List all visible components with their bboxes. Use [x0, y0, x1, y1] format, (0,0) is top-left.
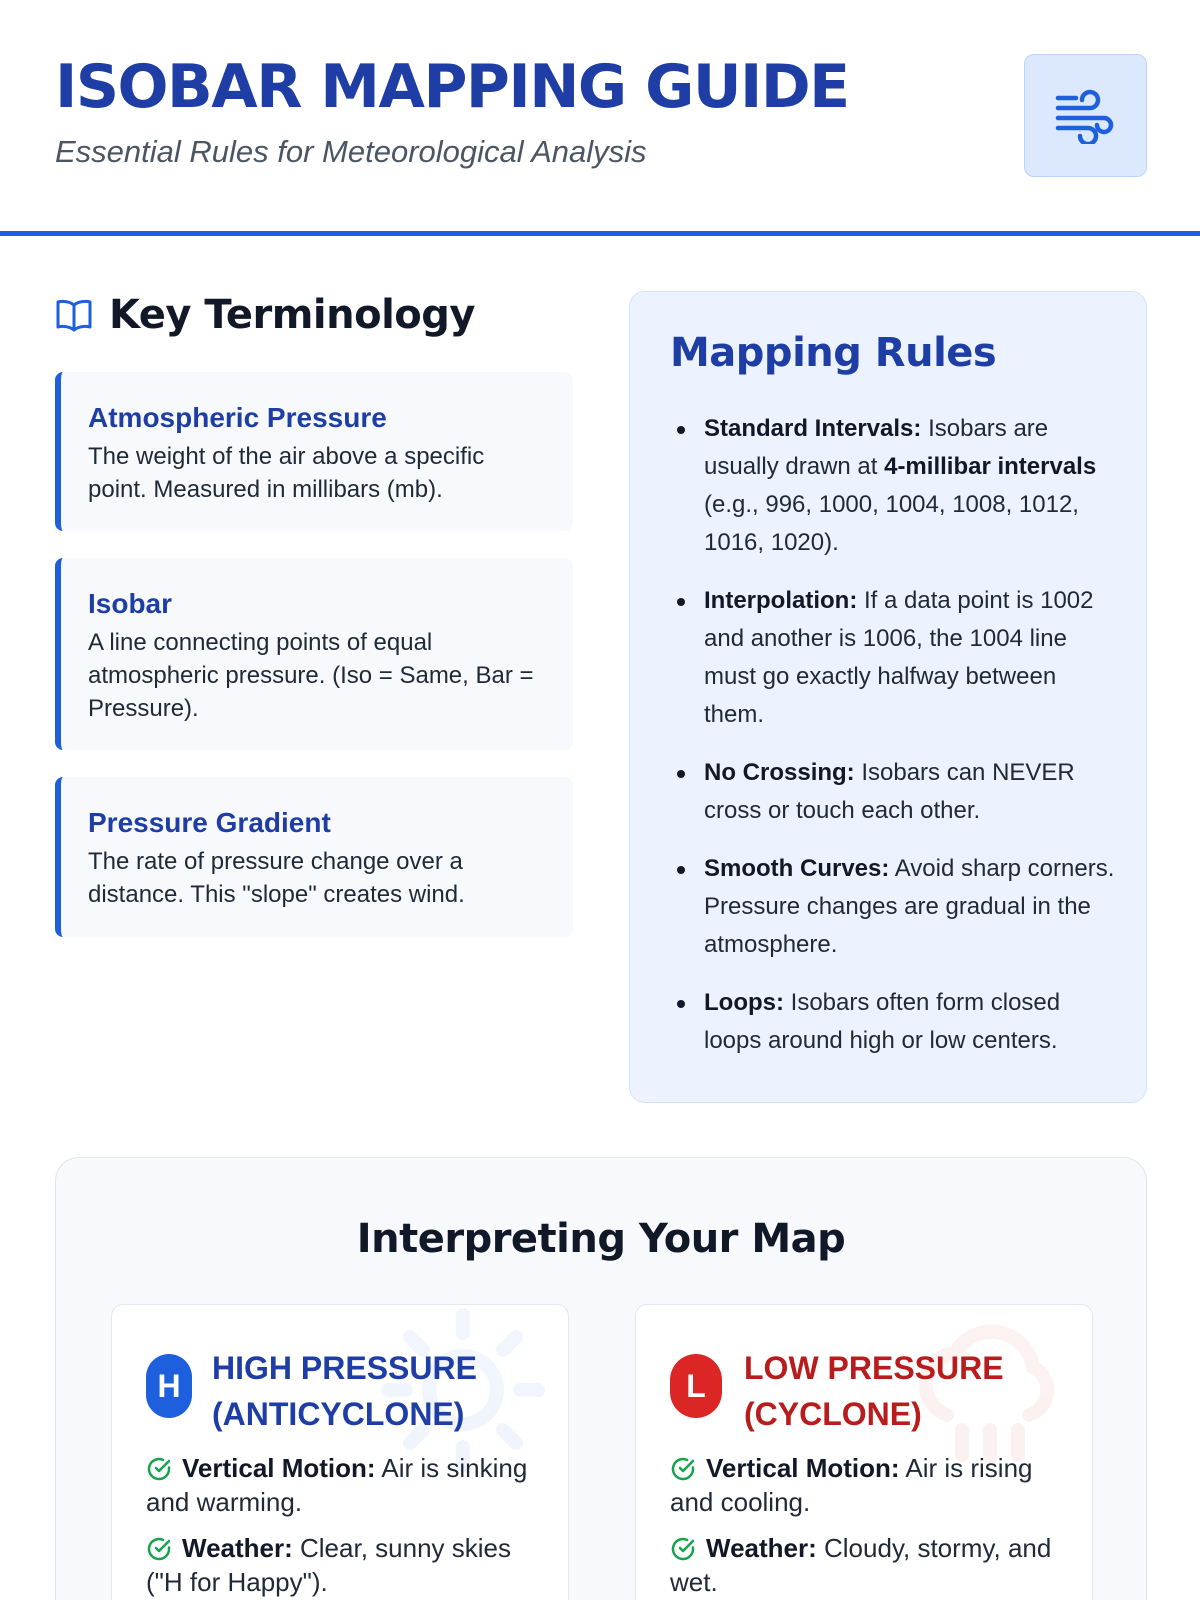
term-name: Isobar	[88, 588, 173, 619]
low-pressure-card	[635, 1304, 1093, 1600]
low-item-weather	[670, 1531, 1070, 1599]
item-text: Cloudy, stormy, and wet.	[670, 1533, 1052, 1597]
mapping-rules-panel	[629, 291, 1147, 1103]
low-pressure-badge: L	[670, 1354, 722, 1418]
title-line: (ANTICYCLONE)	[212, 1396, 465, 1432]
rule-text: Avoid sharp corners. Pressure changes are gradual in the atmosphere.	[704, 855, 1115, 958]
page-subtitle: Essential Rules for Meteorological Analysis	[55, 134, 647, 169]
rule-text: Isobars often form closed loops around high or low centers.	[704, 989, 1061, 1054]
check-circle-icon	[146, 1536, 172, 1562]
item-label: Weather:	[706, 1533, 817, 1563]
book-open-icon	[55, 296, 93, 334]
term-definition: The rate of pressure change over a distance. This "slope" creates wind.	[88, 848, 465, 908]
rule-smooth-curves	[670, 850, 1116, 964]
check-circle-icon	[670, 1456, 696, 1482]
term-card-atmospheric-pressure	[55, 372, 573, 531]
check-circle-icon	[670, 1536, 696, 1562]
rule-text: Isobars can NEVER cross or touch each other.	[704, 759, 1075, 824]
high-item-vertical-motion	[146, 1451, 546, 1519]
rule-loops	[670, 984, 1116, 1060]
item-text: Air is rising and cooling.	[670, 1453, 1033, 1517]
item-text: Clear, sunny skies ("H for Happy").	[146, 1533, 511, 1597]
rule-text: Isobars are usually drawn at	[704, 415, 1049, 480]
rule-no-crossing	[670, 754, 1116, 830]
high-pressure-badge: H	[146, 1354, 192, 1418]
item-label: Weather:	[182, 1533, 293, 1563]
rule-text: (e.g., 996, 1000, 1004, 1008, 1012, 1016, 1020).	[704, 491, 1079, 556]
logo-badge	[1024, 54, 1147, 177]
title-line: HIGH PRESSURE	[212, 1350, 477, 1386]
title-line: LOW PRESSURE	[744, 1350, 1004, 1386]
rule-label: No Crossing:	[704, 759, 855, 786]
title-line: (CYCLONE)	[744, 1396, 922, 1432]
term-name: Pressure Gradient	[88, 807, 331, 838]
high-item-weather	[146, 1531, 546, 1599]
high-pressure-title	[212, 1345, 477, 1437]
page-header	[0, 0, 1200, 236]
term-definition: The weight of the air above a specific point. Measured in millibars (mb).	[88, 443, 485, 503]
wind-icon	[1054, 88, 1118, 144]
interpreting-section	[55, 1157, 1147, 1600]
terminology-title: Key Terminology	[109, 292, 475, 338]
rule-text: If a data point is 1002 and another is 1006, the 1004 line must go exactly halfway between them.	[704, 587, 1094, 728]
item-label: Vertical Motion:	[706, 1453, 900, 1483]
rule-label: Standard Intervals:	[704, 415, 922, 442]
rule-label: Interpolation:	[704, 587, 858, 614]
rule-label: Smooth Curves:	[704, 855, 890, 882]
low-item-vertical-motion	[670, 1451, 1070, 1519]
check-circle-icon	[146, 1456, 172, 1482]
term-card-isobar	[55, 558, 573, 750]
rule-interpolation	[670, 582, 1116, 734]
term-name: Atmospheric Pressure	[88, 402, 387, 433]
item-label: Vertical Motion:	[182, 1453, 376, 1483]
high-pressure-card	[111, 1304, 569, 1600]
rule-emphasis: 4-millibar intervals	[884, 453, 1097, 480]
rule-label: Loops:	[704, 989, 784, 1016]
terminology-heading	[55, 292, 475, 338]
term-definition: A line connecting points of equal atmospheric pressure. (Iso = Same, Bar = Pressure).	[88, 629, 534, 722]
rule-standard-intervals	[670, 410, 1116, 562]
term-card-pressure-gradient	[55, 777, 573, 937]
item-text: Air is sinking and warming.	[146, 1453, 528, 1517]
interpreting-title: Interpreting Your Map	[356, 1216, 846, 1262]
low-pressure-title	[744, 1345, 1004, 1437]
page-title: ISOBAR MAPPING GUIDE	[55, 52, 849, 122]
mapping-rules-title: Mapping Rules	[670, 330, 997, 376]
